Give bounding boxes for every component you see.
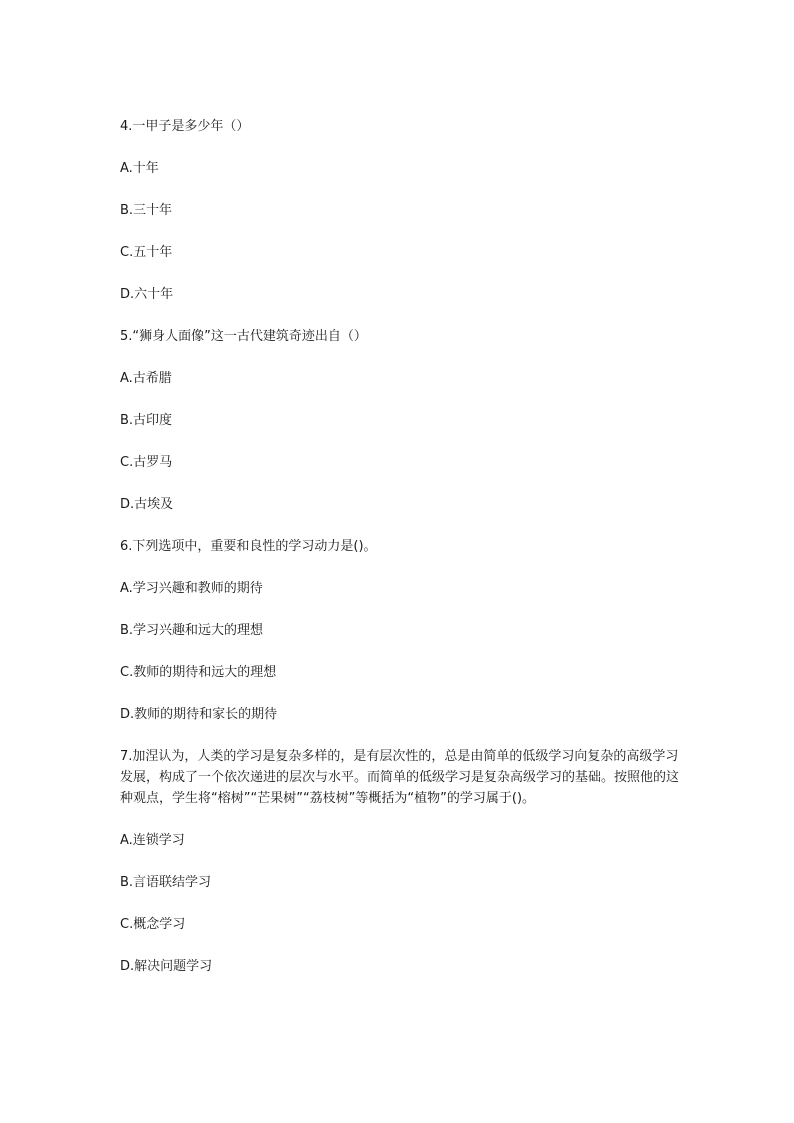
question-4-option-d: D.六十年 bbox=[120, 287, 174, 302]
question-5-option-c: C.古罗马 bbox=[120, 455, 173, 470]
question-4-option-b: B.三十年 bbox=[120, 203, 173, 218]
question-7-option-d: D.解决问题学习 bbox=[120, 959, 213, 974]
question-4-stem: 4.一甲子是多少年（） bbox=[120, 119, 250, 134]
question-6-stem: 6.下列选项中，重要和良性的学习动力是()。 bbox=[120, 539, 377, 554]
question-6-option-a: A.学习兴趣和教师的期待 bbox=[120, 581, 263, 596]
question-6-option-d: D.教师的期待和家长的期待 bbox=[120, 707, 278, 722]
question-5-option-d: D.古埃及 bbox=[120, 497, 174, 512]
question-7-option-a: A.连锁学习 bbox=[120, 833, 185, 848]
question-7-stem: 7.加涅认为，人类的学习是复杂多样的，是有层次性的，总是由简单的低级学习向复杂的高级学习发展，构成了一个依次递进的层次与水平。而简单的低级学习是复杂高级学习的基础。按照他的这种观点，学生将“榕树”“芒果树”“荔枝树”等概括为“植物”的学习属于()。 bbox=[120, 749, 680, 806]
question-5-option-b: B.古印度 bbox=[120, 413, 173, 428]
question-7-option-c: C.概念学习 bbox=[120, 917, 186, 932]
question-7-option-b: B.言语联结学习 bbox=[120, 875, 212, 890]
question-6-option-b: B.学习兴趣和远大的理想 bbox=[120, 623, 264, 638]
question-4-option-c: C.五十年 bbox=[120, 245, 173, 260]
question-5-stem: 5.“狮身人面像”这一古代建筑奇迹出自（） bbox=[120, 329, 367, 344]
question-5-option-a: A.古希腊 bbox=[120, 371, 172, 386]
exam-page bbox=[120, 116, 680, 998]
question-4-option-a: A.十年 bbox=[120, 161, 159, 176]
question-6-option-c: C.教师的期待和远大的理想 bbox=[120, 665, 277, 680]
